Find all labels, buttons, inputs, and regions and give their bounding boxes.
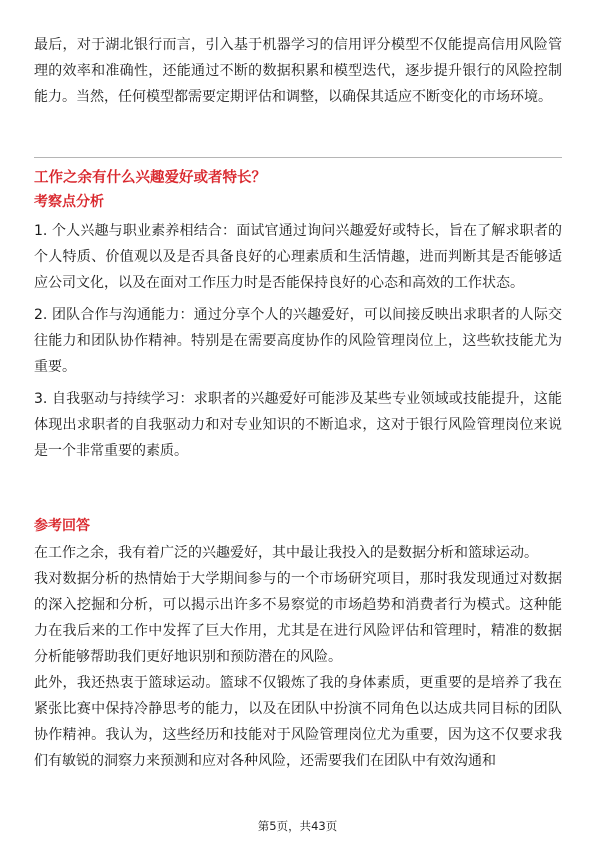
- section-divider: [34, 157, 562, 158]
- answer-section: [34, 514, 562, 774]
- page-number: 第5页，共43页: [257, 819, 338, 833]
- question-title: 工作之余有什么兴趣爱好或者特长？: [34, 170, 266, 186]
- analysis-item: 3. 自我驱动与持续学习：求职者的兴趣爱好可能涉及某些专业领域或技能提升，这能体现出求职者的自我驱动力和对专业知识的不断追求，这对于银行风险管理岗位来说是一个非常重要的素质。: [34, 391, 562, 459]
- answer-paragraph: 此外，我还热衷于篮球运动。篮球不仅锻炼了我的身体素质，更重要的是培养了我在紧张比赛中保持冷静思考的能力，以及在团队中扮演不同角色以达成共同目标的团队协作精神。我认为，这些经历和技能对于风险管理岗位尤为重要，因为这不仅要求我们有敏锐的洞察力来预测和应对各种风险，还需要我们在团队中有效沟通和: [34, 675, 562, 769]
- analysis-section: [34, 190, 562, 470]
- analysis-label: 考察点分析: [34, 194, 104, 210]
- answer-paragraph: 我对数据分析的热情始于大学期间参与的一个市场研究项目，那时我发现通过对数据的深入挖掘和分析，可以揭示出许多不易察觉的市场趋势和消费者行为模式。这种能力在我后来的工作中发挥了巨大作用，尤其是在进行风险评估和管理时，精准的数据分析能够帮助我们更好地识别和预防潜在的风险。: [34, 571, 562, 665]
- analysis-item: 2. 团队合作与沟通能力：通过分享个人的兴趣爱好，可以间接反映出求职者的人际交往能力和团队协作精神。特别是在需要高度协作的风险管理岗位上，这些软技能尤为重要。: [34, 307, 562, 375]
- analysis-item: 1. 个人兴趣与职业素养相结合：面试官通过询问兴趣爱好或特长，旨在了解求职者的个人特质、价值观以及是否具备良好的心理素质和生活情趣，进而判断其是否能够适应公司文化，以及在面对工作压力时是否能保持良好的心态和高效的工作状态。: [34, 223, 562, 291]
- intro-section: [34, 32, 562, 110]
- intro-paragraph: 最后，对于湖北银行而言，引入基于机器学习的信用评分模型不仅能提高信用风险管理的效率和准确性，还能通过不断的数据积累和模型迭代，逐步提升银行的风险控制能力。当然，任何模型都需要定期评估和调整，以确保其适应不断变化的市场环境。: [34, 37, 562, 105]
- answer-paragraph: 在工作之余，我有着广泛的兴趣爱好，其中最让我投入的是数据分析和篮球运动。: [34, 545, 538, 561]
- answer-label: 参考回答: [34, 518, 90, 534]
